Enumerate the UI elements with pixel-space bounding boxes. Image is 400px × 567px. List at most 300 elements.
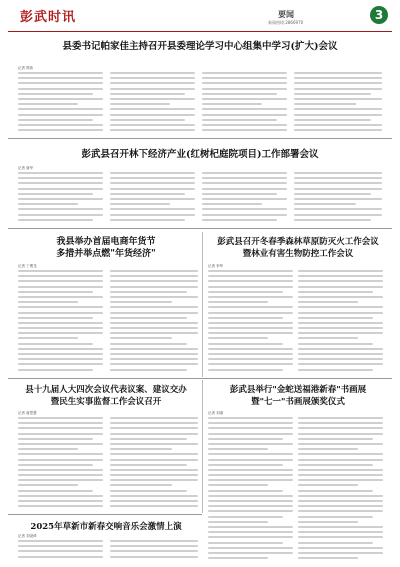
body-text-line [298, 427, 383, 429]
body-text-line [202, 82, 287, 84]
article-4-headline [206, 236, 390, 260]
divider-1 [8, 138, 392, 139]
body-text-line [202, 198, 287, 200]
body-text-line [18, 490, 93, 492]
body-text-line [208, 312, 293, 314]
body-text-line [298, 332, 383, 334]
article-4-headline-line-2: 暨林业有害生物防控工作会议 [242, 249, 354, 259]
body-text-line [18, 172, 103, 174]
divider-3 [8, 378, 392, 379]
body-text-line [208, 536, 293, 538]
body-text-line [110, 275, 198, 277]
body-text-line [110, 93, 185, 95]
body-text-line [18, 422, 103, 424]
body-text-line [18, 545, 103, 547]
body-text-line [110, 72, 195, 74]
body-text-line [18, 343, 93, 345]
body-text-line [110, 474, 198, 476]
body-text-line [298, 337, 358, 339]
body-text-line [18, 417, 103, 419]
body-text-line [110, 291, 187, 293]
body-text-line [298, 453, 383, 455]
body-text-line [202, 208, 287, 210]
body-text-line [294, 203, 356, 205]
header-rule [8, 31, 392, 32]
body-text-line [202, 72, 287, 74]
article-6-headline [206, 384, 390, 408]
body-text-line [202, 182, 287, 184]
body-text-line [110, 317, 187, 319]
body-text-line [110, 108, 195, 110]
body-text-line [294, 182, 382, 184]
body-text-line [18, 286, 103, 288]
body-text-line [208, 322, 293, 324]
body-text-line [298, 500, 383, 502]
body-text-line [18, 505, 103, 507]
body-text-line [208, 291, 283, 293]
body-text-line [208, 495, 293, 497]
body-text-line [298, 422, 383, 424]
body-text-line [208, 422, 293, 424]
body-text-line [298, 353, 383, 355]
body-text-line [110, 327, 198, 329]
page-number-badge: 3 [370, 6, 388, 24]
body-text-line [298, 484, 358, 486]
body-text-line [202, 103, 262, 105]
article-1-col-3 [202, 72, 287, 132]
body-text-line [298, 459, 383, 461]
body-text-line [294, 172, 382, 174]
article-3-col-2 [110, 270, 198, 372]
body-text-line [18, 317, 93, 319]
article-5-col-1 [18, 417, 103, 507]
body-text-line [202, 108, 287, 110]
body-text-line [18, 348, 103, 350]
body-text-line [18, 114, 103, 116]
body-text-line [110, 312, 198, 314]
body-text-line [202, 219, 277, 221]
body-text-line [202, 98, 287, 100]
body-text-line [18, 448, 78, 450]
body-text-line [18, 322, 103, 324]
body-text-line [18, 301, 78, 303]
body-text-line [18, 77, 103, 79]
body-text-line [110, 198, 195, 200]
body-text-line [18, 280, 103, 282]
body-text-line [18, 453, 103, 455]
body-text-line [298, 531, 383, 533]
body-text-line [298, 542, 373, 544]
body-text-line [202, 93, 277, 95]
article-2-col-3 [202, 172, 287, 222]
body-text-line [202, 172, 287, 174]
article-1-col-1 [18, 72, 103, 132]
body-text-line [18, 306, 103, 308]
body-text-line [294, 219, 371, 221]
body-text-line [298, 363, 383, 365]
body-text-line [298, 317, 373, 319]
article-2-byline: 记者 唐华 [18, 166, 34, 170]
article-1-col-4 [294, 72, 382, 132]
body-text-line [298, 516, 373, 518]
body-text-line [208, 459, 293, 461]
body-text-line [208, 427, 293, 429]
article-7-headline: 2025年草新市新春交响音乐会激情上演 [30, 522, 182, 532]
body-text-line [294, 98, 382, 100]
body-text-line [110, 301, 172, 303]
body-text-line [208, 417, 293, 419]
body-text-line [110, 177, 195, 179]
body-text-line [110, 98, 195, 100]
body-text-line [298, 322, 383, 324]
body-text-line [110, 479, 198, 481]
body-text-line [208, 531, 293, 533]
article-2-headline: 彭武县召开林下经济产业(红树杞庭院项目)工作部署会议 [81, 149, 319, 160]
body-text-line [110, 417, 198, 419]
body-text-line [18, 443, 103, 445]
body-text-line [18, 353, 103, 355]
article-5-col-2 [110, 417, 198, 507]
article-7-col-1 [18, 540, 103, 562]
body-text-line [208, 363, 293, 365]
body-text-line [110, 550, 198, 552]
article-7-col-2 [110, 540, 198, 562]
column-divider-2 [202, 380, 203, 513]
body-text-line [110, 306, 198, 308]
body-text-line [208, 500, 293, 502]
body-text-line [110, 556, 198, 558]
body-text-line [208, 552, 293, 554]
article-5-headline [14, 384, 198, 408]
body-text-line [298, 438, 373, 440]
body-text-line [110, 193, 185, 195]
body-text-line [298, 417, 383, 419]
body-text-line [298, 479, 383, 481]
article-5-headline-line-1: 县十九届人大四次会议代表议案、建议交办 [25, 385, 187, 395]
body-text-line [294, 82, 382, 84]
article-4-headline-line-1: 彭武县召开冬春季森林草原防灭火工作会议 [217, 237, 379, 247]
body-text-line [298, 448, 358, 450]
body-text-line [208, 484, 268, 486]
body-text-line [208, 306, 293, 308]
body-text-line [208, 317, 283, 319]
body-text-line [110, 214, 195, 216]
body-text-line [110, 219, 185, 221]
body-text-line [294, 208, 382, 210]
body-text-line [294, 188, 382, 190]
body-text-line [298, 348, 383, 350]
body-text-line [110, 348, 198, 350]
body-text-line [110, 343, 187, 345]
body-text-line [18, 312, 103, 314]
body-text-line [208, 332, 293, 334]
body-text-line [294, 214, 382, 216]
body-text-line [18, 129, 103, 131]
body-text-line [110, 182, 195, 184]
body-text-line [18, 198, 103, 200]
body-text-line [208, 557, 268, 559]
divider-4 [8, 514, 202, 515]
body-text-line [18, 219, 93, 221]
body-text-line [298, 301, 358, 303]
body-text-line [294, 77, 382, 79]
body-text-line [110, 82, 195, 84]
body-text-line [110, 172, 195, 174]
body-text-line [110, 427, 198, 429]
body-text-line [208, 469, 293, 471]
body-text-line [208, 542, 283, 544]
body-text-line [208, 348, 293, 350]
body-text-line [202, 129, 287, 131]
article-3-headline-line-2: 多措并举点燃"年货经济" [56, 249, 156, 259]
article-3-col-1 [18, 270, 103, 372]
body-text-line [298, 312, 383, 314]
body-text-line [202, 88, 287, 90]
body-text-line [110, 545, 198, 547]
body-text-line [208, 547, 293, 549]
body-text-line [208, 448, 268, 450]
body-text-line [18, 327, 103, 329]
body-text-line [298, 286, 383, 288]
body-text-line [18, 103, 78, 105]
body-text-line [298, 490, 373, 492]
body-text-line [202, 114, 287, 116]
body-text-line [18, 459, 103, 461]
body-text-line [294, 93, 371, 95]
body-text-line [298, 296, 383, 298]
body-text-line [110, 114, 195, 116]
body-text-line [110, 322, 198, 324]
body-text-line [208, 479, 293, 481]
article-5-headline-line-2: 暨民生实事监督工作会议召开 [50, 397, 162, 407]
body-text-line [208, 337, 268, 339]
body-text-line [208, 286, 293, 288]
body-text-line [110, 296, 198, 298]
body-text-line [110, 448, 172, 450]
body-text-line [208, 474, 293, 476]
body-text-line [298, 536, 383, 538]
body-text-line [202, 119, 277, 121]
body-text-line [110, 453, 198, 455]
body-text-line [18, 98, 103, 100]
column-divider-1 [202, 232, 203, 377]
body-text-line [110, 464, 187, 466]
article-1-headline: 县委书记帕家佳主持召开县委理论学习中心组集中学习(扩大)会议 [62, 41, 338, 52]
body-text-line [208, 453, 293, 455]
body-text-line [298, 327, 383, 329]
body-text-line [208, 275, 293, 277]
body-text-line [18, 550, 103, 552]
body-text-line [294, 177, 382, 179]
body-text-line [18, 119, 93, 121]
body-text-line [208, 443, 293, 445]
body-text-line [110, 443, 198, 445]
body-text-line [18, 88, 103, 90]
body-text-line [110, 337, 172, 339]
body-text-line [208, 327, 293, 329]
body-text-line [298, 443, 383, 445]
body-text-line [18, 358, 103, 360]
body-text-line [208, 510, 293, 512]
body-text-line [298, 369, 373, 371]
body-text-line [18, 82, 103, 84]
body-text-line [208, 358, 293, 360]
body-text-line [18, 479, 103, 481]
body-text-line [110, 422, 198, 424]
body-text-line [18, 72, 103, 74]
body-text-line [18, 556, 103, 558]
article-4-byline: 记者 李华 [208, 264, 224, 268]
article-6-col-1 [208, 417, 293, 559]
body-text-line [110, 490, 187, 492]
body-text-line [110, 208, 195, 210]
article-3-byline: 记者 丁俊龙 [18, 264, 37, 268]
article-1-col-2 [110, 72, 195, 132]
body-text-line [294, 193, 371, 195]
body-text-line [110, 369, 187, 371]
body-text-line [110, 129, 195, 131]
body-text-line [18, 275, 103, 277]
body-text-line [110, 77, 195, 79]
article-2-col-2 [110, 172, 195, 222]
body-text-line [18, 188, 103, 190]
body-text-line [110, 433, 198, 435]
body-text-line [110, 363, 198, 365]
body-text-line [298, 464, 373, 466]
body-text-line [202, 177, 287, 179]
article-2-col-1 [18, 172, 103, 222]
body-text-line [208, 464, 283, 466]
article-4-col-2 [298, 270, 383, 372]
body-text-line [110, 353, 198, 355]
body-text-line [208, 270, 293, 272]
body-text-line [18, 203, 78, 205]
article-6-headline-line-1: 彭武县举行"金蛇送福港新春"书画展 [229, 385, 367, 395]
body-text-line [110, 88, 195, 90]
body-text-line [208, 353, 293, 355]
body-text-line [208, 343, 283, 345]
body-text-line [18, 500, 103, 502]
article-3-headline-line-1: 我县举办首届电商年货节 [56, 237, 156, 247]
body-text-line [294, 72, 382, 74]
article-5-byline: 记者 唐思慧 [18, 411, 37, 415]
body-text-line [208, 490, 283, 492]
body-text-line [18, 108, 103, 110]
body-text-line [18, 363, 103, 365]
divider-2 [8, 228, 392, 229]
body-text-line [298, 358, 383, 360]
body-text-line [298, 343, 373, 345]
body-text-line [298, 275, 383, 277]
body-text-line [18, 177, 103, 179]
body-text-line [18, 124, 103, 126]
body-text-line [18, 484, 78, 486]
body-text-line [110, 270, 198, 272]
body-text-line [294, 108, 382, 110]
body-text-line [208, 433, 293, 435]
body-text-line [110, 286, 198, 288]
body-text-line [294, 114, 382, 116]
body-text-line [110, 332, 198, 334]
body-text-line [202, 214, 287, 216]
body-text-line [110, 280, 198, 282]
body-text-line [18, 291, 93, 293]
body-text-line [298, 557, 358, 559]
body-text-line [110, 119, 185, 121]
body-text-line [208, 280, 293, 282]
body-text-line [298, 526, 383, 528]
body-text-line [18, 438, 93, 440]
body-text-line [202, 77, 287, 79]
body-text-line [110, 500, 198, 502]
body-text-line [294, 119, 371, 121]
body-text-line [294, 103, 356, 105]
body-text-line [18, 474, 103, 476]
body-text-line [202, 188, 287, 190]
body-text-line [18, 427, 103, 429]
body-text-line [294, 129, 382, 131]
article-6-byline: 记者 刘淑 [208, 411, 224, 415]
body-text-line [208, 301, 268, 303]
body-text-line [294, 198, 382, 200]
body-text-line [110, 358, 198, 360]
body-text-line [294, 124, 382, 126]
article-1-byline: 记者 熊伟 [18, 66, 34, 70]
body-text-line [18, 369, 93, 371]
body-text-line [110, 459, 198, 461]
body-text-line [294, 88, 382, 90]
body-text-line [202, 203, 262, 205]
body-text-line [18, 270, 103, 272]
body-text-line [208, 526, 293, 528]
masthead-logo: 彭武时讯 [20, 10, 77, 25]
article-4-col-1 [208, 270, 293, 372]
body-text-line [298, 495, 383, 497]
body-text-line [110, 484, 172, 486]
body-text-line [208, 369, 283, 371]
body-text-line [208, 521, 268, 523]
body-text-line [110, 469, 198, 471]
body-text-line [208, 438, 283, 440]
body-text-line [202, 124, 287, 126]
body-text-line [298, 521, 358, 523]
body-text-line [18, 193, 93, 195]
article-3-headline [14, 236, 198, 260]
body-text-line [298, 280, 383, 282]
body-text-line [110, 188, 195, 190]
body-text-line [298, 505, 383, 507]
body-text-line [298, 474, 383, 476]
body-text-line [18, 182, 103, 184]
body-text-line [298, 306, 383, 308]
body-text-line [208, 505, 293, 507]
article-6-headline-line-2: 暨"七一"书画展颁奖仪式 [251, 397, 345, 407]
body-text-line [110, 203, 170, 205]
body-text-line [298, 291, 373, 293]
body-text-line [18, 332, 103, 334]
section-name: 要闻 [278, 9, 294, 19]
body-text-line [298, 552, 383, 554]
article-6-col-2 [298, 417, 383, 559]
body-text-line [298, 469, 383, 471]
body-text-line [298, 433, 383, 435]
body-text-line [110, 540, 198, 542]
body-text-line [298, 270, 383, 272]
body-text-line [18, 464, 93, 466]
body-text-line [298, 510, 383, 512]
body-text-line [18, 540, 103, 542]
body-text-line [18, 214, 103, 216]
